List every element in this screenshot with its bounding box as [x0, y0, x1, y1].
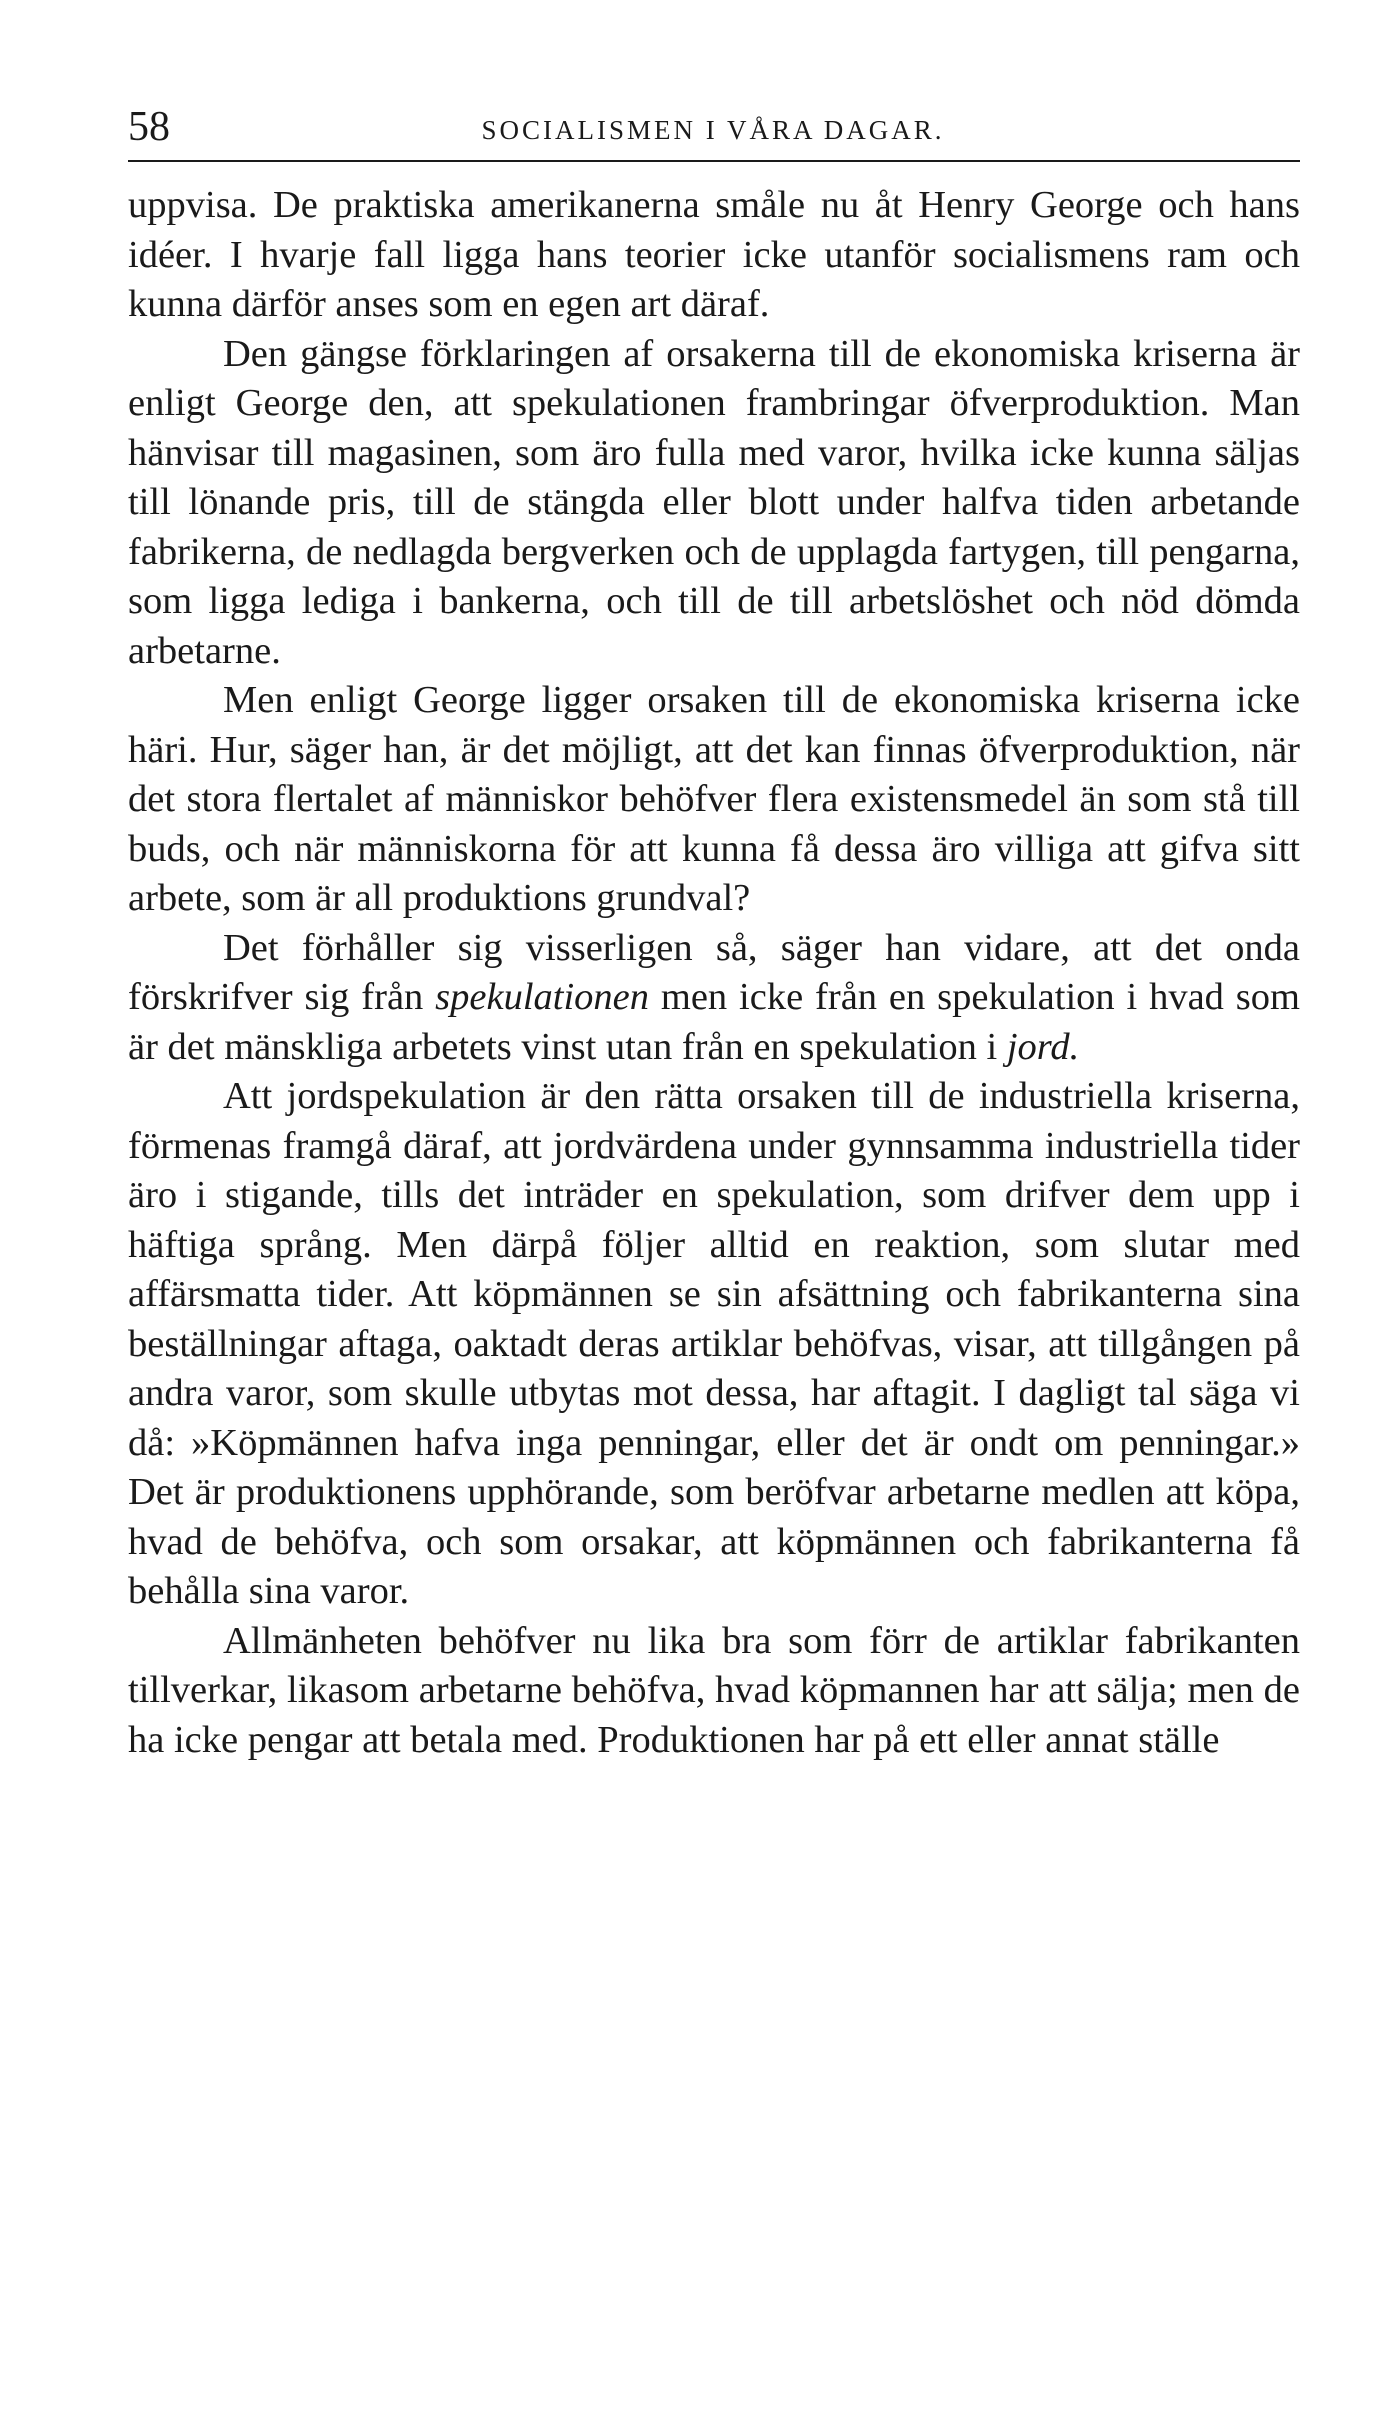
paragraph-1: uppvisa. De praktiska amerikanerna småle nu åt Henry George och hans idéer. I hvarje fall ligga hans teorier icke utanför socialismens ram och kunna därför anses som en egen art däraf.	[128, 184, 1300, 325]
paragraph-2: Den gängse förklaringen af orsakerna till de ekonomiska kriserna är enligt George den, att spekulationen frambringar öfverproduktion. Man hänvisar till magasinen, som äro fulla med varor, hvilka icke kunna säljas till lönande pris, till de stängda eller blott under halfva tiden arbetande fabrikerna, de nedlagda bergverken och de upplagda fartygen, till pengarna, som ligga lediga i bankerna, och till de till arbetslöshet och nöd dömda arbetarne.	[128, 332, 1300, 672]
page-header	[128, 98, 1298, 158]
body-text	[128, 181, 1300, 1765]
paragraph-4-text-before: Det förhåller sig visserligen så, säger han vidare, att det onda förskrifver sig från	[128, 926, 1300, 1018]
paragraph-6: Allmänheten behöfver nu lika bra som förr de artiklar fabrikanten tillverkar, likasom arbetarne behöfva, hvad köpmannen har att sälja; men de ha icke pengar att betala med. Produktionen har på ett eller annat ställe	[128, 1619, 1300, 1761]
paragraph-4-emphasis-jord: jord.	[1006, 1025, 1080, 1068]
running-title: SOCIALISMEN I VÅRA DAGAR.	[481, 115, 945, 145]
paragraph-4	[128, 924, 1300, 1073]
page-number: 58	[128, 104, 170, 150]
paragraph-3: Men enligt George ligger orsaken till de ekonomiska kriserna icke häri. Hur, säger han, är det möjligt, att det kan finnas öfverproduktion, när det stora flertalet af människor behöfver flera existensmedel än som stå till buds, och när människorna för att kunna få dessa äro villiga att gifva sitt arbete, som är all produktions grundval?	[128, 679, 1300, 919]
paragraph-4-emphasis-spekulationen: spekulationen	[435, 976, 650, 1018]
header-rule	[128, 160, 1300, 162]
paragraph-5: Att jordspekulation är den rätta orsaken till de industriella kriserna, förmenas framgå däraf, att jordvärdena under gynnsamma industriella tider äro i stigande, tills det inträder en spekulation, som drifver dem upp i häftiga språng. Men därpå följer alltid en reaktion, som slutar med affärsmatta tider. Att köpmännen se sin afsättning och fabrikanterna sina beställningar aftaga, oaktadt deras artiklar behöfvas, visar, att tillgången på andra varor, som skulle utbytas mot dessa, har aftagit. I dagligt tal säga vi då: »Köpmännen hafva inga penningar, eller det är ondt om penningar.» Det är produktionens upphörande, som beröfvar arbetarne medlen att köpa, hvad de behöfva, och som orsakar, att köpmännen och fabrikanterna få behålla sina varor.	[128, 1075, 1300, 1612]
paragraph-4-text-middle: men icke från en spekulation i hvad som är det mänskliga arbetets vinst utan från en spekulation i	[128, 976, 1300, 1068]
